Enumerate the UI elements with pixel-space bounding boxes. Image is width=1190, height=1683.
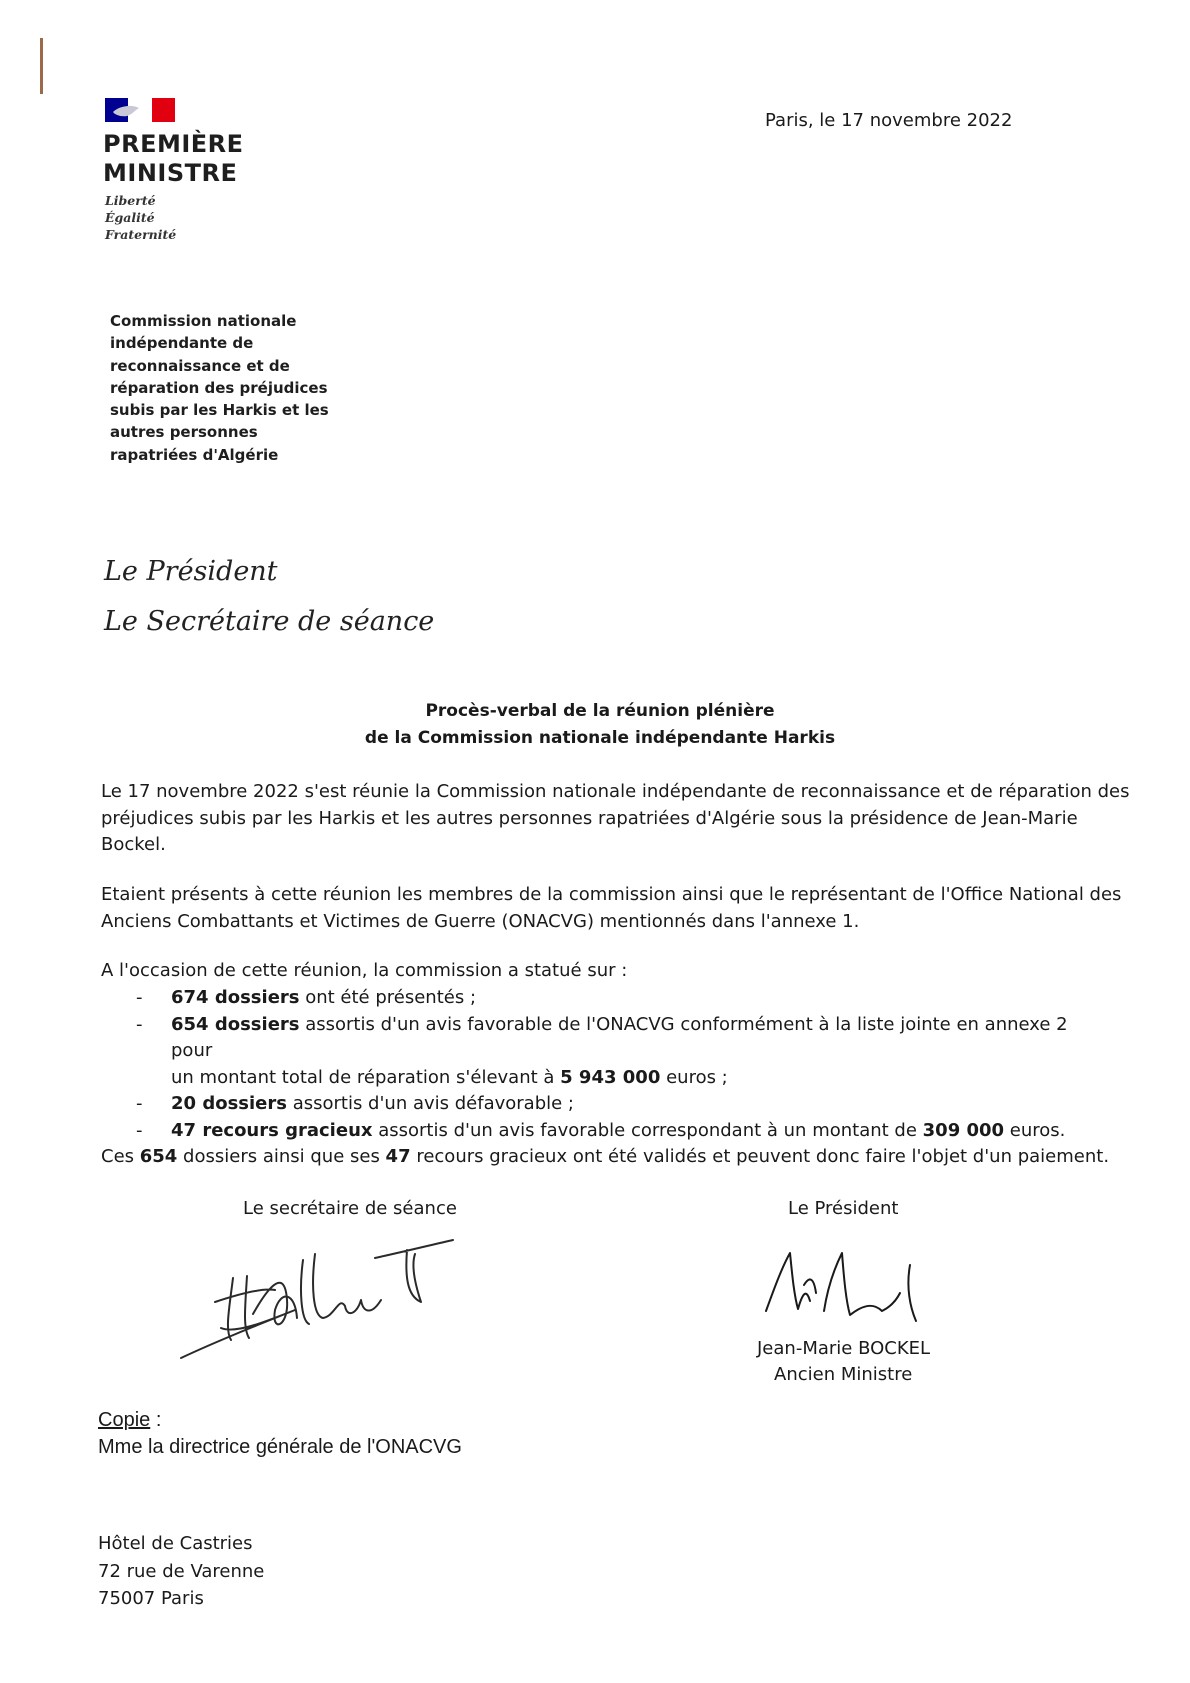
commission-line: indépendante de [110, 334, 254, 353]
list-item [101, 1012, 1101, 1092]
bullet-text: ont été présentés ; [299, 987, 477, 1008]
conclusion-text: recours gracieux ont été validés et peuvent donc faire l'objet d'un paiement. [410, 1146, 1110, 1167]
letterhead-secretaire: Le Secrétaire de séance [104, 606, 435, 637]
title-line-2: de la Commission nationale indépendante Harkis [364, 728, 836, 748]
commission-line: Commission nationale [110, 312, 297, 330]
postal-address [98, 1530, 264, 1613]
bullet-bold: 47 recours gracieux [171, 1119, 373, 1141]
letterhead-president: Le Président [104, 556, 278, 587]
copie-recipient: Mme la directrice générale de l'ONACVG [98, 1436, 462, 1458]
republic-motto [105, 192, 176, 243]
bullet-amount: 5 943 000 [560, 1066, 661, 1088]
commission-line: autres personnes [110, 423, 258, 442]
commission-name-block [110, 310, 340, 466]
title-line-1: Procès-verbal de la réunion plénière [425, 701, 775, 721]
conclusion-text: Ces [101, 1146, 140, 1167]
list-item [101, 1118, 1101, 1145]
list-dash: - [136, 1119, 143, 1141]
brand-line-2: MINISTRE [103, 159, 238, 187]
secretaire-label: Le secrétaire de séance [243, 1198, 457, 1219]
scan-artifact [40, 38, 43, 94]
bullet-bold: 654 dossiers [171, 1013, 300, 1035]
paragraph-conclusion [101, 1144, 1109, 1171]
conclusion-count: 47 [385, 1146, 411, 1167]
bullet-text: euros ; [660, 1066, 728, 1088]
copy-recipients [98, 1407, 462, 1461]
paragraph-attendees [101, 882, 1121, 935]
address-line: Hôtel de Castries [98, 1533, 253, 1554]
motto-egalite: Égalité [105, 210, 155, 225]
motto-fraternite: Fraternité [105, 227, 177, 242]
copie-separator: : [150, 1409, 162, 1431]
document-date: Paris, le 17 novembre 2022 [765, 110, 1013, 131]
conclusion-count: 654 [139, 1146, 178, 1167]
document-title [0, 698, 1190, 752]
list-dash: - [136, 1093, 143, 1114]
signature-stroke [181, 1240, 453, 1358]
commission-line: réparation des préjudices [110, 378, 328, 397]
decision-list [101, 985, 1101, 1144]
flag-red-band [152, 98, 175, 122]
copie-label: Copie [98, 1409, 151, 1431]
bullet-text: assortis d'un avis favorable de l'ONACVG conformément à la liste jointe en annexe 2 pour [171, 1013, 1068, 1061]
paragraph-line: Etaient présents à cette réunion les membres de la commission ainsi que le représentant de l'Office National des [101, 884, 1122, 905]
bullet-amount: 309 000 [922, 1119, 1005, 1141]
bullet-bold: 20 dossiers [171, 1093, 287, 1114]
paragraph-meeting [101, 779, 1129, 859]
address-line: 75007 Paris [98, 1588, 204, 1609]
motto-liberte: Liberté [105, 193, 156, 208]
commission-line: reconnaissance et de [110, 356, 290, 375]
brand-line-1: PREMIÈRE [103, 130, 244, 158]
secretaire-signature [175, 1230, 460, 1365]
bullet-text: assortis d'un avis favorable correspondant à un montant de [372, 1119, 923, 1141]
bullet-text: assortis d'un avis défavorable ; [286, 1093, 574, 1114]
list-dash: - [136, 1013, 143, 1035]
bullet-text: un montant total de réparation s'élevant à [171, 1066, 561, 1088]
president-name: Jean-Marie BOCKEL [757, 1338, 931, 1359]
conclusion-text: dossiers ainsi que ses [177, 1146, 386, 1167]
commission-line: subis par les Harkis et les [110, 401, 329, 420]
paragraph-line: préjudices subis par les Harkis et les autres personnes rapatriées d'Algérie sous la présidence de Jean-Marie [101, 807, 1078, 829]
paragraph-line: Anciens Combattants et Victimes de Guerre (ONACVG) mentionnés dans l'annexe 1. [101, 910, 860, 932]
commission-line: rapatriées d'Algérie [110, 445, 279, 464]
address-line: 72 rue de Varenne [98, 1560, 265, 1582]
marianne-logo-icon [105, 98, 175, 122]
president-title: Ancien Ministre [774, 1364, 913, 1385]
president-signature [760, 1245, 950, 1325]
paragraph-line: A l'occasion de cette réunion, la commission a statué sur : [101, 960, 628, 981]
signature-stroke [766, 1253, 916, 1321]
bullet-bold: 674 dossiers [171, 987, 300, 1008]
paragraph-line: Bockel. [101, 834, 166, 855]
brand-wordmark [103, 130, 244, 188]
president-label: Le Président [788, 1198, 899, 1219]
paragraph-line: Le 17 novembre 2022 s'est réunie la Commission nationale indépendante de reconnaissance et de réparation des [101, 781, 1130, 802]
list-item [101, 985, 1101, 1012]
bullet-text: euros. [1004, 1119, 1066, 1141]
list-item [101, 1091, 1101, 1118]
list-dash: - [136, 987, 143, 1008]
paragraph-intro-list [101, 958, 627, 985]
